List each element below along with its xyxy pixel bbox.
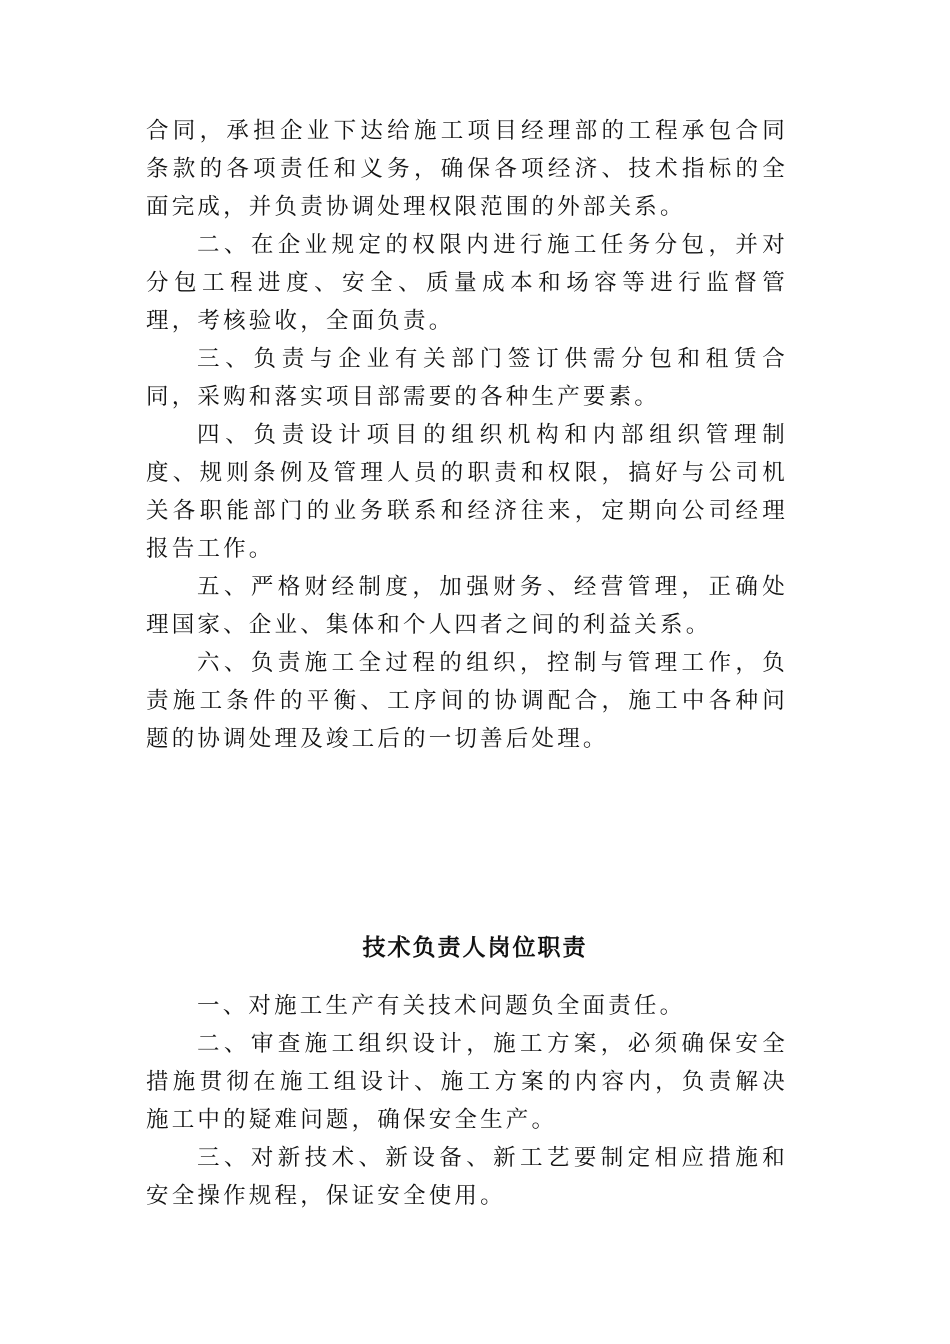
section-title-technical-lead: 技术负责人岗位职责 <box>362 934 588 961</box>
duty-item-3: 三、负责与企业有关部门签订供需分包和租赁合同，采购和落实项目部需要的各种生产要素。 <box>146 346 788 410</box>
tech-duty-item-1: 一、对施工生产有关技术问题负全面责任。 <box>197 993 686 1019</box>
tech-duty-item-2: 二、审查施工组织设计，施工方案，必须确保安全措施贯彻在施工组设计、施工方案的内容内，负责解决施工中的疑难问题，确保安全生产。 <box>146 1031 788 1133</box>
duty-item-2: 二、在企业规定的权限内进行施工任务分包，并对分包工程进度、安全、质量成本和场容等进行监督管理，考核验收，全面负责。 <box>146 232 788 334</box>
duty-item-5: 五、严格财经制度，加强财务、经营管理，正确处理国家、企业、集体和个人四者之间的利益关系。 <box>146 574 788 638</box>
tech-duty-item-3: 三、对新技术、新设备、新工艺要制定相应措施和安全操作规程，保证安全使用。 <box>146 1145 788 1209</box>
project-manager-duties-continued <box>146 112 788 758</box>
duty-item-4: 四、负责设计项目的组织机构和内部组织管理制度、规则条例及管理人员的职责和权限，搞好与公司机关各职能部门的业务联系和经济往来，定期向公司经理报告工作。 <box>146 422 788 562</box>
paragraph-continuation: 合同，承担企业下达给施工项目经理部的工程承包合同条款的各项责任和义务，确保各项经济、技术指标的全面完成，并负责协调处理权限范围的外部关系。 <box>146 118 788 220</box>
duty-item-6: 六、负责施工全过程的组织，控制与管理工作，负责施工条件的平衡、工序间的协调配合，施工中各种问题的协调处理及竣工后的一切善后处理。 <box>146 650 788 752</box>
technical-lead-duties <box>146 987 788 1215</box>
